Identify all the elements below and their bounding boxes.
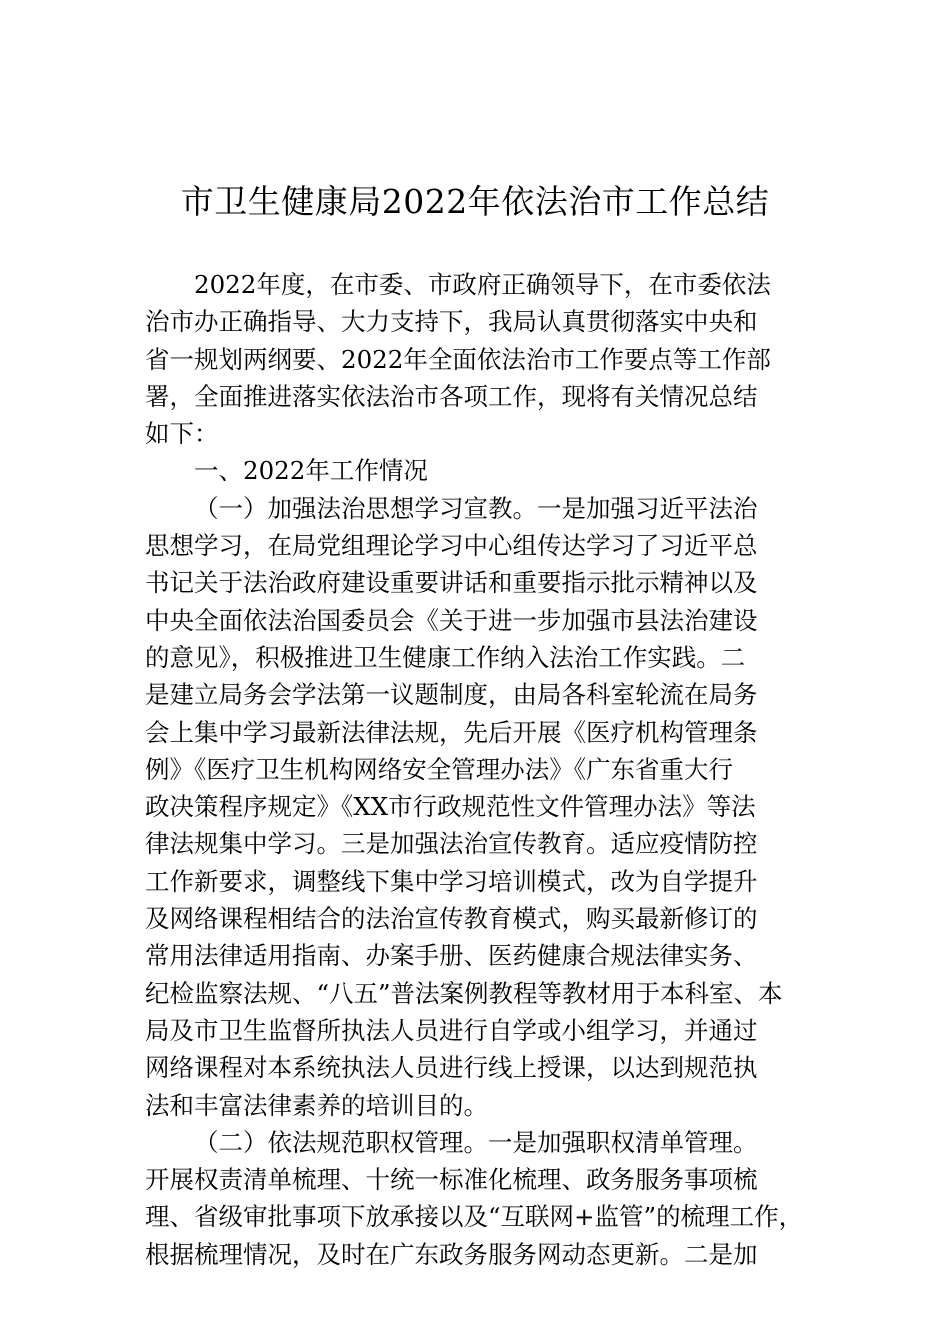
text-line: 政决策程序规定》《XX市行政规范性文件管理办法》等法 bbox=[145, 792, 756, 822]
text-line: 2022年度，在市委、市政府正确领导下，在市委依法 bbox=[194, 270, 771, 299]
part2-paragraph bbox=[145, 1124, 815, 1273]
text-line: 书记关于法治政府建设重要讲话和重要指示批示精神以及 bbox=[145, 568, 758, 598]
text-line: 工作新要求，调整线下集中学习培训模式，改为自学提升 bbox=[145, 866, 758, 896]
text-line: 省一规划两纲要、2022年全面依法治市工作要点等工作部 bbox=[145, 344, 771, 374]
text-line: 常用法律适用指南、办案手册、医药健康合规法律实务、 bbox=[145, 941, 758, 971]
text-line: 开展权责清单梳理、十统一标准化梳理、政务服务事项梳 bbox=[145, 1165, 758, 1195]
text-line: 根据梳理情况，及时在广东政务服务网动态更新。二是加 bbox=[145, 1239, 758, 1269]
text-line: （二）依法规范职权管理。一是加强职权清单管理。 bbox=[194, 1127, 758, 1157]
text-line: 法和丰富法律素养的培训目的。 bbox=[145, 1090, 488, 1120]
text-line: 的意见》，积极推进卫生健康工作纳入法治工作实践。二 bbox=[145, 642, 746, 672]
text-line: 治市办正确指导、大力支持下，我局认真贯彻落实中央和 bbox=[145, 307, 758, 337]
intro-paragraph bbox=[145, 266, 815, 452]
part1-paragraph bbox=[145, 490, 815, 1124]
text-line: 中央全面依法治国委员会《关于进一步加强市县法治建设 bbox=[145, 605, 758, 635]
text-line: 局及市卫生监督所执法人员进行自学或小组学习，并通过 bbox=[145, 1015, 758, 1045]
text-line: 纪检监察法规、“八五”普法案例教程等教材用于本科室、本 bbox=[145, 978, 783, 1008]
text-line: 例》《医疗卫生机构网络安全管理办法》《广东省重大行 bbox=[145, 754, 733, 784]
text-line: 是建立局务会学法第一议题制度，由局各科室轮流在局务 bbox=[145, 680, 758, 710]
text-line: （一）加强法治思想学习宣教。一是加强习近平法治 bbox=[194, 493, 758, 523]
text-line: 署，全面推进落实依法治市各项工作，现将有关情况总结 bbox=[145, 381, 758, 411]
text-line: 理、省级审批事项下放承接以及“互联网+监管”的梳理工作， bbox=[145, 1202, 804, 1232]
text-line: 律法规集中学习。三是加强法治宣传教育。适应疫情防控 bbox=[145, 829, 758, 859]
section-heading-text: 一、2022年工作情况 bbox=[194, 456, 428, 486]
text-line: 会上集中学习最新法律法规，先后开展《医疗机构管理条 bbox=[145, 717, 758, 747]
text-line: 如下： bbox=[145, 419, 219, 449]
text-line: 及网络课程相结合的法治宣传教育模式，购买最新修订的 bbox=[145, 904, 758, 934]
document-body bbox=[145, 266, 815, 1273]
document-title: 市卫生健康局2022年依法治市工作总结 bbox=[180, 182, 770, 221]
text-line: 思想学习，在局党组理论学习中心组传达学习了习近平总 bbox=[145, 531, 758, 561]
section-heading bbox=[145, 452, 815, 489]
text-line: 网络课程对本系统执法人员进行线上授课，以达到规范执 bbox=[145, 1053, 758, 1083]
